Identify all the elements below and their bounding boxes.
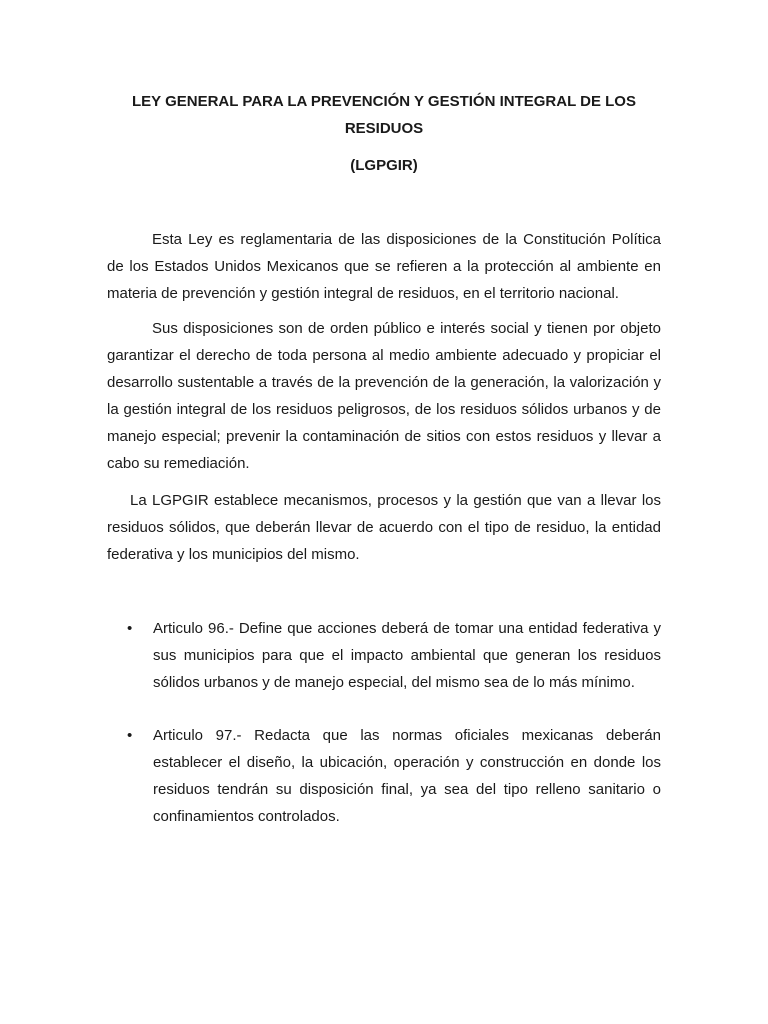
article-97-text: Articulo 97.- Redacta que las normas oficiales mexicanas deberán establecer el diseño, la ubicación, operación y construcción en donde los residuos tendrán su disposición final, ya sea del tipo relleno sanitario o confinamientos controlados.	[153, 727, 661, 825]
paragraph-mechanisms: La LGPGIR establece mecanismos, procesos y la gestión que van a llevar los residuos sólidos, que deberán llevar de acuerdo con el tipo de residuo, la entidad federativa y los municipios del mismo.	[107, 492, 661, 563]
document-abbreviation: (LGPGIR)	[350, 157, 418, 174]
document-title: LEY GENERAL PARA LA PREVENCIÓN Y GESTIÓN INTEGRAL DE LOS RESIDUOS	[132, 93, 636, 137]
paragraph-purpose: Sus disposiciones son de orden público e interés social y tienen por objeto garantizar el derecho de toda persona al medio ambiente adecuado y propiciar el desarrollo sustentable a través de la prevención de la generación, la valorización y la gestión integral de los residuos peligrosos, de los residuos sólidos urbanos y de manejo especial; prevenir la contaminación de sitios con estos residuos y llevar a cabo su remediación.	[107, 320, 661, 472]
bullet-icon: •	[127, 727, 133, 744]
bullet-icon: •	[127, 620, 133, 637]
paragraph-intro: Esta Ley es reglamentaria de las disposiciones de la Constitución Política de los Estados Unidos Mexicanos que se refieren a la protección al ambiente en materia de prevención y gestión integral de residuos, en el territorio nacional.	[107, 231, 661, 302]
article-96-text: Articulo 96.- Define que acciones deberá de tomar una entidad federativa y sus municipios para que el impacto ambiental que generan los residuos sólidos urbanos y de manejo especial, del mismo sea de lo más mínimo.	[153, 620, 661, 691]
